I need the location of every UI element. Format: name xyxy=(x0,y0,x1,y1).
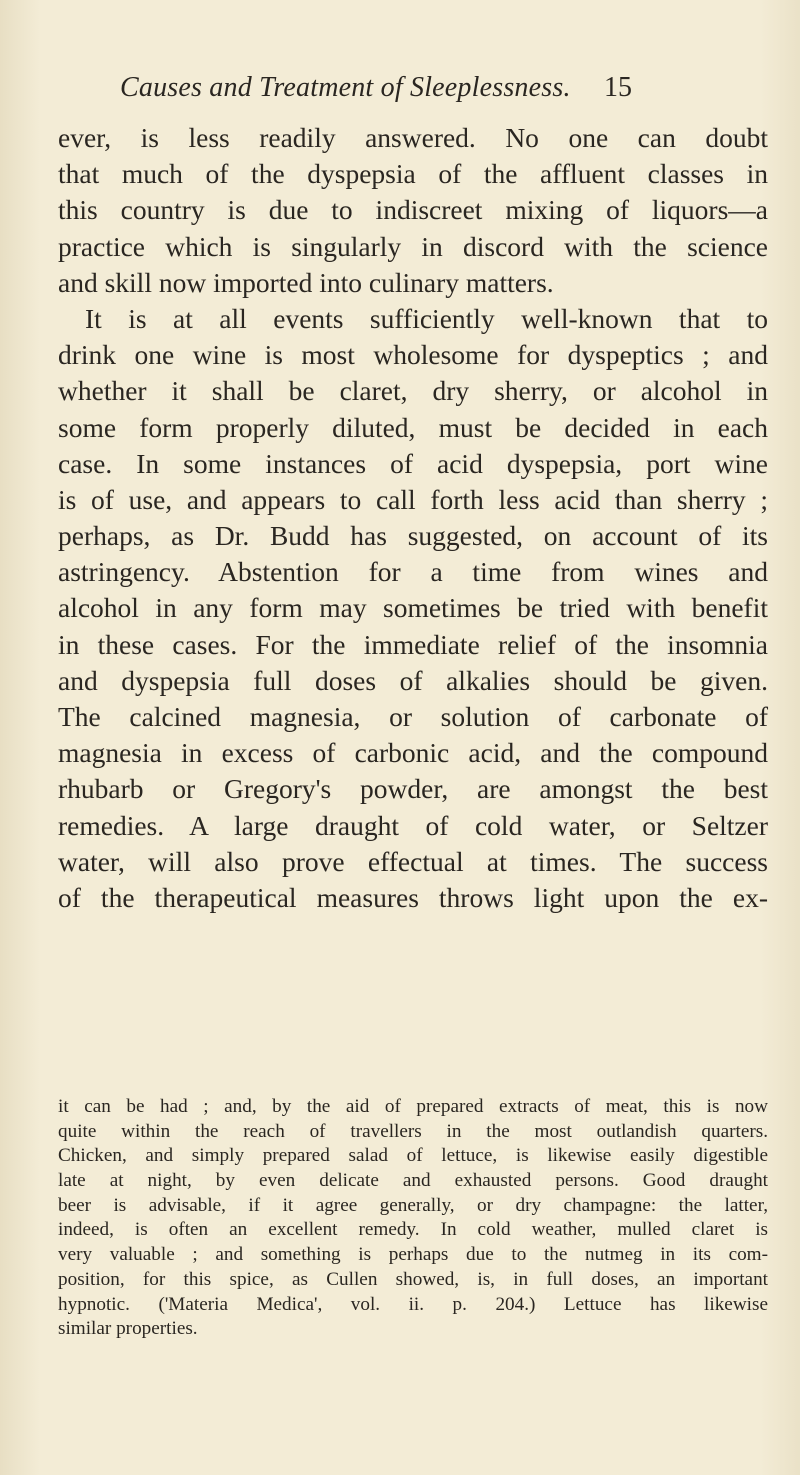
running-head: Causes and Treatment of Sleeplessness. xyxy=(120,72,571,103)
text-line: in these cases. For the immediate relief of the insomnia xyxy=(58,628,768,660)
footnote-line: position, for this spice, as Cullen showed, is, in full doses, an important xyxy=(58,1268,768,1290)
text-line: is of use, and appears to call forth less acid than sherry ; xyxy=(58,483,768,515)
footnote-line: it can be had ; and, by the aid of prepared extracts of meat, this is now xyxy=(58,1096,768,1117)
main-text xyxy=(58,120,768,916)
text-line: The calcined magnesia, or solution of carbonate of xyxy=(58,701,768,732)
text-line: water, will also prove effectual at times. The success xyxy=(58,845,768,877)
text-line: alcohol in any form may sometimes be tried with benefit xyxy=(58,592,768,624)
text-line: astringency. Abstention for a time from wines and xyxy=(58,556,768,588)
footnote-line: beer is advisable, if it agree generally, or dry champagne: the latter, xyxy=(58,1194,768,1216)
text-line: practice which is singularly in discord with the science xyxy=(58,230,768,262)
text-line: some form properly diluted, must be decided in each xyxy=(58,411,768,443)
text-line: of the therapeutical measures throws light upon the ex- xyxy=(58,881,768,913)
text-line: drink one wine is most wholesome for dyspeptics ; and xyxy=(58,339,768,371)
text-line: this country is due to indiscreet mixing of liquors—a xyxy=(58,194,768,226)
footnote-line: quite within the reach of travellers in the most outlandish quarters. xyxy=(58,1120,768,1142)
footnote-line: similar properties. xyxy=(58,1318,198,1340)
text-line: ever, is less readily answered. No one can doubt xyxy=(58,122,768,153)
footnote-line: late at night, by even delicate and exhausted persons. Good draught xyxy=(58,1170,768,1192)
footnote-line: hypnotic. ('Materia Medica', vol. ii. p. 204.) Lettuce has likewise xyxy=(58,1293,768,1315)
text-line: rhubarb or Gregory's powder, are amongst the best xyxy=(58,773,768,805)
footnote-line: very valuable ; and something is perhaps due to the nutmeg in its com- xyxy=(58,1244,768,1266)
footnote xyxy=(58,1095,768,1342)
footnote-line: indeed, is often an excellent remedy. In cold weather, mulled claret is xyxy=(58,1219,768,1241)
page-header xyxy=(120,72,632,106)
text-line: remedies. A large draught of cold water, or Seltzer xyxy=(58,809,768,841)
text-line: magnesia in excess of carbonic acid, and the compound xyxy=(58,737,768,769)
page-number: 15 xyxy=(604,72,632,103)
text-line: and skill now imported into culinary matters. xyxy=(58,266,554,298)
text-line: perhaps, as Dr. Budd has suggested, on account of its xyxy=(58,520,768,552)
text-line: and dyspepsia full doses of alkalies should be given. xyxy=(58,664,768,696)
footnote-line: Chicken, and simply prepared salad of lettuce, is likewise easily digestible xyxy=(58,1145,768,1167)
text-line: It is at all events sufficiently well-known that to xyxy=(85,302,768,334)
text-line: that much of the dyspepsia of the affluent classes in xyxy=(58,158,768,190)
text-line: whether it shall be claret, dry sherry, or alcohol in xyxy=(58,375,768,407)
text-line: case. In some instances of acid dyspepsia, port wine xyxy=(58,447,768,479)
